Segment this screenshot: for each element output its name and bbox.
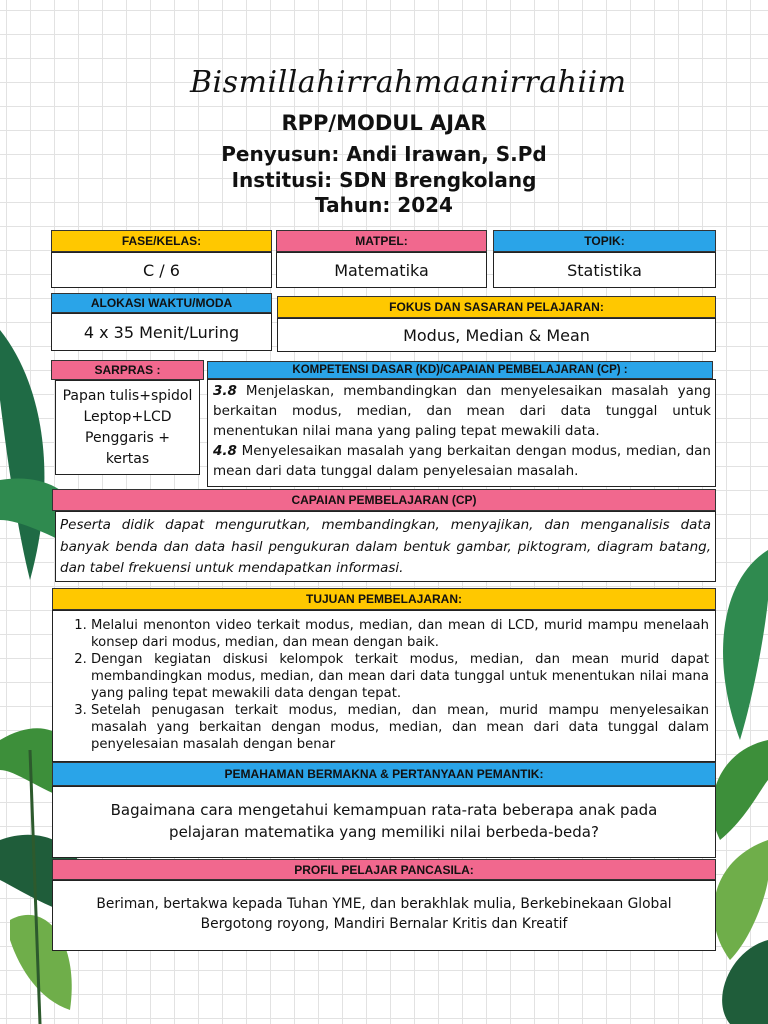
sarpras-item: Penggaris + (85, 430, 170, 446)
sarpras-list (55, 380, 200, 475)
fokus-value: Modus, Median & Mean (277, 318, 716, 352)
kd-header: KOMPETENSI DASAR (KD)/CAPAIAN PEMBELAJARAN (CP) : (207, 361, 713, 379)
topik-header: TOPIK: (493, 230, 716, 252)
institution-line: Institusi: SDN Brengkolang (231, 168, 537, 192)
sarpras-item: Leptop+LCD (83, 409, 172, 425)
cp-header: CAPAIAN PEMBELAJARAN (CP) (52, 489, 716, 511)
pemahaman-question (52, 786, 716, 858)
profil-line: Bergotong royong, Mandiri Bernalar Kritis dan Kreatif (200, 916, 568, 932)
alokasi-header: ALOKASI WAKTU/MODA (51, 293, 272, 313)
matpel-value: Matematika (276, 252, 487, 288)
profil-line: Beriman, bertakwa kepada Tuhan YME, dan berakhlak mulia, Berkebinekaan Global (96, 896, 672, 912)
sarpras-header: SARPRAS : (51, 360, 204, 380)
matpel-header: MATPEL: (276, 230, 487, 252)
fase-kelas-header: FASE/KELAS: (51, 230, 272, 252)
tujuan-list (52, 610, 716, 762)
kd-text: Menyelesaikan masalah yang berkaitan dengan modus, median, dan mean dari data tunggal dalam penyelesaian masalah. (213, 443, 711, 479)
author-line: Penyusun: Andi Irawan, S.Pd (221, 142, 547, 166)
question-line: Bagaimana cara mengetahui kemampuan rata-rata beberapa anak pada (110, 801, 658, 819)
fokus-header: FOKUS DAN SASARAN PELAJARAN: (277, 296, 716, 318)
tujuan-header: TUJUAN PEMBELAJARAN: (52, 588, 716, 610)
profil-header: PROFIL PELAJAR PANCASILA: (52, 859, 716, 880)
kd-content (207, 379, 716, 487)
pemahaman-header: PEMAHAMAN BERMAKNA & PERTANYAAN PEMANTIK: (52, 762, 716, 786)
question-line: pelajaran matematika yang memiliki nilai berbeda-beda? (169, 823, 599, 841)
fase-kelas-value: C / 6 (51, 252, 272, 288)
bismillah-title: Bismillahirrahmaanirrahiim (190, 65, 627, 100)
kd-text: Menjelaskan, membandingkan dan menyelesaikan masalah yang berkaitan modus, median, dan mean dari data tunggal untuk menentukan nilai mana yang paling tepat mewakili data. (213, 383, 711, 439)
year-line: Tahun: 2024 (315, 193, 453, 217)
cp-text: Peserta didik dapat mengurutkan, membandingkan, menyajikan, dan menganalisis data banyak benda dan data hasil pengukuran dalam bentuk gambar, piktogram, diagram batang, dan tabel frekuensi untuk mendapatkan informasi. (55, 511, 716, 582)
tujuan-item: 1. Melalui menonton video terkait modus, median, dan mean di LCD, murid mampu menelaah konsep dari modus, median, dan mean dengan baik. (91, 617, 709, 651)
profil-content (52, 880, 716, 951)
sarpras-item: Papan tulis+spidol (62, 388, 193, 404)
tujuan-item: 2. Dengan kegiatan diskusi kelompok terkait modus, median, dan mean murid dapat membandingkan modus, median, dan mean dari data tunggal untuk menentukan nilai mana yang paling tepat mewakili data dengan tepat. (91, 651, 709, 702)
sarpras-item: kertas (105, 451, 150, 467)
tujuan-item: 3. Setelah penugasan terkait modus, median, dan mean, murid mampu menyelesaikan masalah yang berkaitan dengan modus, median, dan mean dari data tunggal dalam penyelesaian masalah dengan benar (91, 702, 709, 753)
topik-value: Statistika (493, 252, 716, 288)
document-type: RPP/MODUL AJAR (281, 111, 487, 135)
alokasi-value: 4 x 35 Menit/Luring (51, 313, 272, 351)
kd-number: 3.8 (213, 383, 237, 399)
kd-number: 4.8 (213, 443, 237, 459)
